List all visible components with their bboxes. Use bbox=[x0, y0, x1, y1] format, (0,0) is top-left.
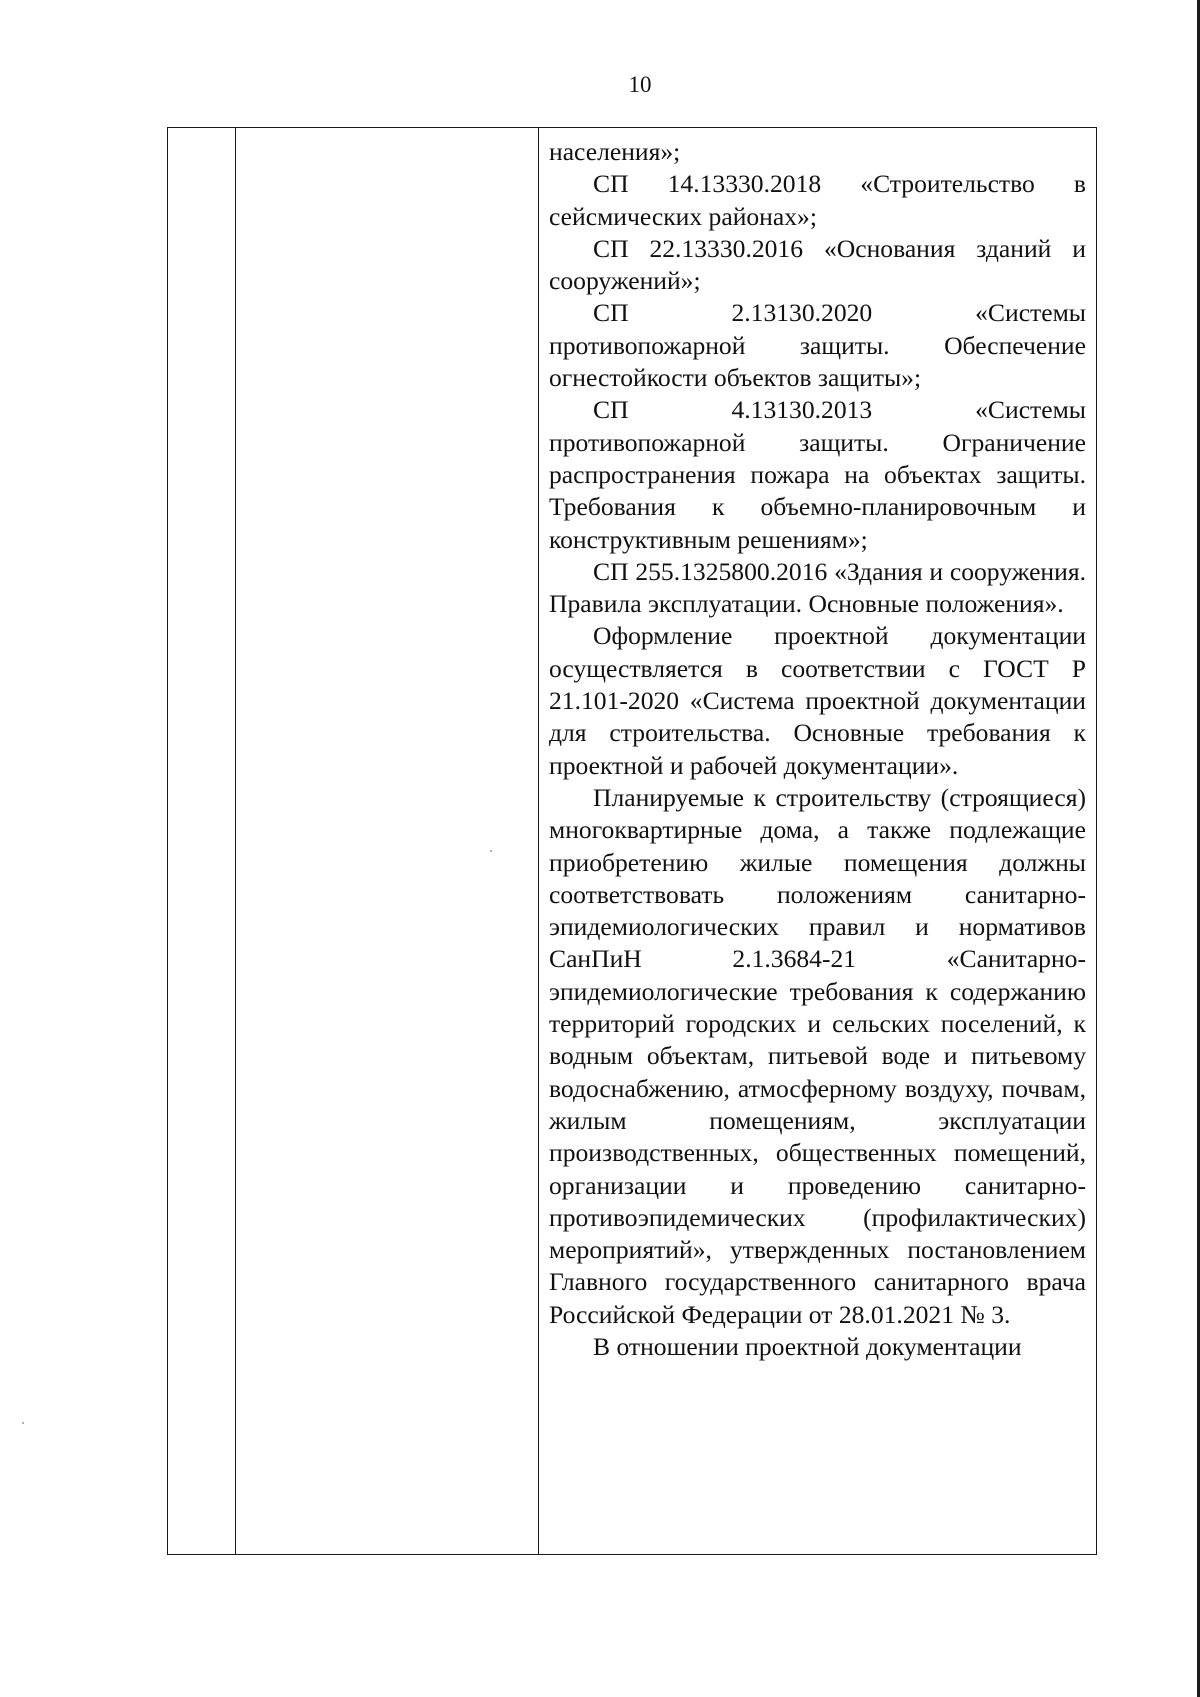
paragraph-continued: В отношении проектной документации bbox=[593, 1331, 1022, 1361]
paragraph-sp-22: СП 22.13330.2016 «Основания зданий и сооружений»; bbox=[549, 233, 1086, 296]
paragraph-sanpin: Планируемые к строительству (строящиеся) многоквартирные дома, а также подлежащие приобретению жилые помещения должны соответствовать положениям санитарно-эпидемиологических правил и нормативов СанПиН 2.1.3684-21 «Санитарно-эпидемиологические требования к содержанию территорий городских и сельских поселений, к водным объектам, питьевой воде и питьевому водоснабжению, атмосферному воздуху, почвам, жилым помещениям, эксплуатации производственных, общественных помещений, организации и проведению санитарно-противоэпидемических (профилактических) мероприятий», утвержденных постановлением Главного государственного санитарного врача Российской Федерации от 28.01.2021 № 3. bbox=[549, 782, 1086, 1329]
document-table bbox=[167, 127, 1097, 1555]
paragraph-sp-4: СП 4.13130.2013 «Системы противопожарной защиты. Ограничение распространения пожара на объектах защиты. Требования к объемно-планировочным и конструктивным решениям»; bbox=[549, 395, 1086, 554]
table-column-content bbox=[539, 128, 1096, 1554]
table-column-number bbox=[168, 128, 236, 1554]
paragraph-sp-2: СП 2.13130.2020 «Системы противопожарной защиты. Обеспечение огнестойкости объектов защиты»; bbox=[549, 298, 1086, 393]
paragraph-sp-14: СП 14.13330.2018 «Строительство в сейсмических районах»; bbox=[549, 169, 1086, 231]
paragraph-sp-255: СП 255.1325800.2016 «Здания и сооружения. Правила эксплуатации. Основные положения». bbox=[549, 556, 1086, 619]
paragraph-documentation: Оформление проектной документации осуществляется в соответствии с ГОСТ Р 21.101-2020 «Система проектной документации для строительства. Основные требования к проектной и рабочей документации». bbox=[549, 621, 1086, 780]
page-number: 10 bbox=[628, 72, 652, 97]
scan-speck bbox=[22, 1422, 24, 1424]
paragraph-continuation: населения»; bbox=[549, 137, 681, 166]
table-column-name bbox=[236, 128, 539, 1554]
scan-speck bbox=[490, 850, 492, 852]
